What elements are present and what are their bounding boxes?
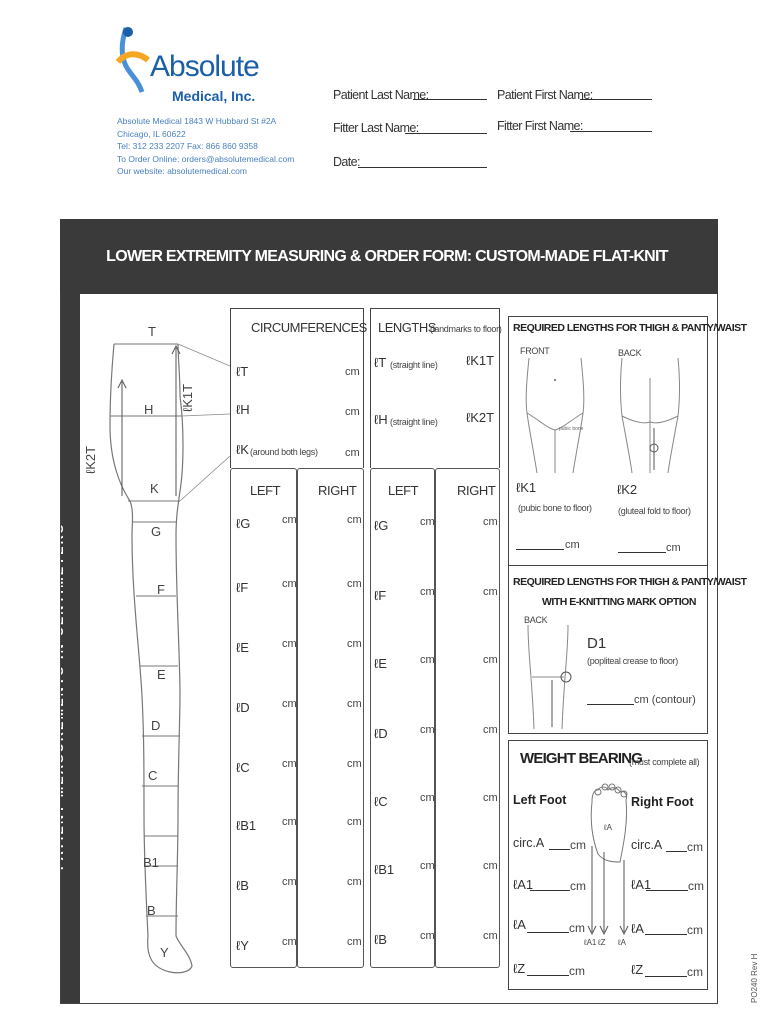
len-right-unit: cm [483,930,498,942]
leg-label-t: T [148,324,156,339]
circ-left-unit: cm [282,758,297,770]
circ-left-field[interactable] [250,696,280,718]
circ-right-field[interactable] [300,576,344,598]
len-t-label: ℓT [374,355,387,370]
len-left-unit: cm [420,792,435,804]
right-z-label: ℓZ [631,962,644,977]
len-right-unit: cm [483,654,498,666]
left-circ-a-unit: cm [570,838,586,852]
circ-right-field[interactable] [300,636,344,658]
left-a-unit: cm [569,921,585,935]
k2-label: ℓK2 [617,482,638,497]
len-left-unit: cm [420,860,435,872]
len-left-field[interactable] [390,858,418,880]
emark-title-2: WITH E-KNITTING MARK OPTION [542,596,696,608]
date-label: Date: [333,155,360,169]
side-label: PATIENT MEASUREMENTS IN CENTIMETERS [52,522,66,870]
contact-website: Our website: absolutemedical.com [117,166,247,177]
right-a-label: ℓA [631,921,644,936]
len-right-unit: cm [483,860,498,872]
pelvis-back-icon [610,358,690,473]
circ-k-note: (around both legs) [250,447,318,457]
len-left-field[interactable] [390,514,418,536]
len-left-unit: cm [420,654,435,666]
lengths-title: LENGTHS [378,320,436,335]
circ-left-field[interactable] [250,874,280,896]
circ-h-field[interactable] [250,398,340,422]
len-right-field[interactable] [438,790,480,812]
k2-note: (gluteal fold to floor) [618,506,691,516]
len-right-unit: cm [483,792,498,804]
fitter-first-label: Fitter First Name: [497,119,583,133]
right-circ-a-unit: cm [687,840,703,854]
circ-right-unit: cm [347,758,362,770]
left-foot-label: Left Foot [513,793,567,807]
len-row-label: ℓF [374,588,387,603]
left-z-label: ℓZ [513,961,526,976]
len-left-label: LEFT [388,483,419,498]
len-left-unit: cm [420,930,435,942]
circ-row-label: ℓY [236,938,249,953]
patient-last-field[interactable] [413,88,487,100]
date-field[interactable] [358,156,487,168]
len-right-unit: cm [483,724,498,736]
circ-left-field[interactable] [250,934,280,956]
circ-right-label: RIGHT [318,483,357,498]
len-row-label: ℓD [374,726,388,741]
left-a-field[interactable] [527,921,569,933]
circ-h-label: ℓH [236,402,250,417]
len-right-label: RIGHT [457,483,496,498]
len-row-label: ℓB [374,932,387,947]
leg-label-k: K [150,481,159,496]
right-circ-a-label: circ.A [631,838,663,852]
leg-label-d: D [151,718,161,733]
len-row-label: ℓB1 [374,862,395,877]
circ-right-unit: cm [347,816,362,828]
d1-unit: cm (contour) [634,694,696,706]
len-row-label: ℓG [374,518,389,533]
circ-left-unit: cm [282,578,297,590]
len-left-field[interactable] [390,652,418,674]
circ-left-unit: cm [282,816,297,828]
circ-row-label: ℓB [236,878,249,893]
len-right-unit: cm [483,586,498,598]
leg-label-g: G [151,524,162,539]
weight-title: WEIGHT BEARING [520,750,643,767]
left-z-unit: cm [569,964,585,978]
right-a1-label: ℓA1 [631,877,652,892]
len-right-unit: cm [483,516,498,528]
circ-right-unit: cm [347,936,362,948]
right-a1-field[interactable] [646,879,688,891]
len-right-field[interactable] [438,858,480,880]
right-foot-label: Right Foot [631,795,694,809]
k1-unit: cm [565,539,580,551]
len-left-header [370,468,435,968]
k1-note: (pubic bone to floor) [518,503,592,513]
patient-last-label: Patient Last Name: [333,88,429,102]
left-z-field[interactable] [527,964,569,976]
circ-left-unit: cm [282,876,297,888]
len-left-unit: cm [420,586,435,598]
circ-t-label: ℓT [236,364,249,379]
circ-k-label: ℓK [236,442,249,457]
lengths-note: (landmarks to floor) [430,324,502,334]
leg-label-k1t: ℓK1T [180,383,195,412]
circ-right-field[interactable] [300,934,344,956]
circ-right-field[interactable] [300,874,344,896]
foot-label-a1: ℓA1 [584,938,597,947]
k1-field[interactable] [516,538,564,550]
contact-phone: Tel: 312 233 2207 Fax: 866 860 9358 [117,141,258,152]
circ-left-field[interactable] [250,814,280,836]
k2-unit: cm [666,542,681,554]
right-a1-unit: cm [688,879,704,893]
contact-address: Absolute Medical 1843 W Hubbard St #2A [117,116,277,126]
len-h-label: ℓH [374,412,388,427]
leg-label-h: H [144,402,154,417]
foot-label-z: ℓZ [598,938,606,947]
emark-back-label: BACK [524,615,548,625]
leg-label-y: Y [160,945,169,960]
circ-right-unit: cm [347,876,362,888]
contact-info [117,115,317,178]
len-t-note: (straight line) [390,360,438,370]
circ-right-field[interactable] [300,512,344,534]
thigh-title: REQUIRED LENGTHS FOR THIGH & PANTY/WAIST [513,322,747,334]
circ-right-unit: cm [347,638,362,650]
circ-row-label: ℓB1 [236,818,257,833]
pubic-bone-tag: pubic bone [559,426,584,432]
circ-left-field[interactable] [250,636,280,658]
leg-diagram-icon [80,296,230,996]
circ-right-unit: cm [347,698,362,710]
len-h-note: (straight line) [390,417,438,427]
thigh-front-label: FRONT [520,346,550,356]
right-circ-a-field[interactable] [666,840,687,852]
right-a-unit: cm [687,923,703,937]
circ-k-unit: cm [345,447,360,459]
len-left-field[interactable] [390,722,418,744]
len-left-unit: cm [420,724,435,736]
len-right-field[interactable] [438,652,480,674]
d1-note: (popliteal crease to floor) [587,656,678,666]
len-row-label: ℓE [374,656,387,671]
left-circ-a-field[interactable] [549,838,570,850]
left-a1-field[interactable] [530,879,570,891]
circ-right-field[interactable] [300,814,344,836]
thigh-back-label: BACK [618,348,642,358]
revision-note: PO240 Rev H [750,953,759,1003]
len-k2t-label: ℓK2T [466,410,495,425]
contact-order: To Order Online: orders@absolutemedical.com [117,153,295,164]
len-right-header [435,468,500,968]
d1-label: D1 [587,635,607,652]
fitter-last-field[interactable] [405,122,487,134]
left-a1-unit: cm [570,879,586,893]
circ-left-field[interactable] [250,756,280,778]
foot-tag-a: ℓA [604,823,612,832]
emark-title-1: REQUIRED LENGTHS FOR THIGH & PANTY/WAIST [513,576,747,588]
circumferences-title: CIRCUMFERENCES [251,320,367,335]
len-right-field[interactable] [438,722,480,744]
circ-row-label: ℓC [236,760,250,775]
circ-t-unit: cm [345,366,360,378]
leg-label-b1: B1 [143,855,159,870]
circ-left-unit: cm [282,936,297,948]
patient-first-field[interactable] [580,88,652,100]
k2-field[interactable] [618,541,666,553]
circ-left-unit: cm [282,698,297,710]
left-a1-label: ℓA1 [513,877,534,892]
circ-right-field[interactable] [300,696,344,718]
fitter-first-field[interactable] [570,120,652,132]
len-h-field[interactable] [374,406,494,432]
circ-t-field[interactable] [250,358,340,382]
pelvis-front-icon [515,358,595,473]
patient-first-label: Patient First Name: [497,88,593,102]
circ-left-unit: cm [282,638,297,650]
logo-name: Absolute [150,50,259,83]
len-right-field[interactable] [438,584,480,606]
leg-label-f: F [157,582,165,597]
circ-left-label: LEFT [250,483,281,498]
knee-back-icon [518,625,580,729]
circ-left-unit: cm [282,514,297,526]
k1-label: ℓK1 [516,480,537,495]
len-left-field[interactable] [390,790,418,812]
circ-row-label: ℓD [236,700,250,715]
circ-h-unit: cm [345,406,360,418]
d1-field[interactable] [587,693,634,705]
len-t-field[interactable] [374,350,494,376]
foot-label-a: ℓA [618,938,626,947]
foot-diagram-icon [584,782,632,952]
circ-left-field[interactable] [250,512,280,534]
logo [112,22,277,108]
len-left-unit: cm [420,516,435,528]
len-left-field[interactable] [390,584,418,606]
left-a-label: ℓA [513,917,526,932]
leg-label-c: C [148,768,158,783]
right-z-unit: cm [687,965,703,979]
circ-right-field[interactable] [300,756,344,778]
circ-left-field[interactable] [250,576,280,598]
left-circ-a-label: circ.A [513,836,545,850]
weight-note: (must complete all) [629,757,700,767]
contact-city: Chicago, IL 60622 [117,128,186,139]
fitter-last-label: Fitter Last Name: [333,121,419,135]
circ-row-label: ℓF [236,580,249,595]
leg-label-e: E [157,667,166,682]
len-right-field[interactable] [438,514,480,536]
len-k1t-label: ℓK1T [466,353,495,368]
len-left-field[interactable] [390,928,418,950]
form-title: LOWER EXTREMITY MEASURING & ORDER FORM: CUSTOM-MADE FLAT-KNIT [106,247,668,265]
circ-row-label: ℓG [236,516,251,531]
form-title-banner [60,219,718,294]
logo-figure-icon [112,22,152,100]
circ-right-unit: cm [347,514,362,526]
len-right-field[interactable] [438,928,480,950]
circ-right-unit: cm [347,578,362,590]
right-z-field[interactable] [645,965,687,977]
len-row-label: ℓC [374,794,388,809]
leg-label-b: B [147,903,156,918]
logo-sub: Medical, Inc. [172,88,256,104]
leg-label-k2t: ℓK2T [83,445,98,474]
circ-row-label: ℓE [236,640,249,655]
right-a-field[interactable] [645,923,687,935]
